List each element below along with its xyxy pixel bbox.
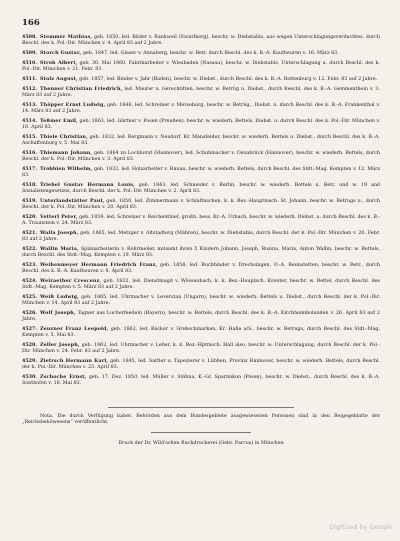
watermark: Digitized by Google [329, 524, 392, 531]
entry-name: Stemmer Mathias, [40, 34, 93, 40]
list-item [22, 310, 380, 323]
entry-number: 4514. [22, 117, 38, 124]
list-item [22, 230, 380, 243]
entry-name: Storch Gustav, [40, 50, 82, 56]
entry-text: geb. 1850, led. Zimmermann v. Schlaftnschen, k. k. Bez.-Hauptmsch. St. Johann, beschr. w. Betrugs u., durch Beschl. der k. Pol.-Dir. München v. 20. April 83. [22, 198, 381, 210]
entry-name: Zietrsch Hermann Karl, [40, 357, 109, 364]
footnote-divider [108, 407, 294, 408]
entry-name: Wallin Maria, [40, 245, 79, 252]
entry-name: Zeller Joseph, [40, 341, 80, 348]
entry-text: geb. 1843, led. Schneider v. Berlin, beschr. w. wiederh. Bettels u. Betr. und w. 19 and Sozialistengesetzes, durch Beschl. der k. Pol.-Dir. München v. 2. April 83. [22, 182, 380, 194]
entry-name: Stroh Albert, [40, 59, 78, 66]
list-item [22, 342, 380, 355]
list-item [22, 134, 380, 147]
entry-number: 4520. [22, 213, 38, 220]
entry-text: led. Maurer u. Gerechtitten, beschr. w. Betrüg u. Diebst., durch Beschl. des k. B.-A. Gemmenthein v. 3. März 83 auf 2 Jahre. [22, 86, 381, 98]
entry-text: Spinnarbeiterin v. Rohrmeiler, mitsamt ihren 5 Kindern Johann, Joseph, Rosina, Maria, Anton Wallin, beschr. w. Bettels, durch Beschl. des Stdt.-Mag. Kempten v. 19. März 83. [22, 246, 380, 258]
entry-name: Weiraether Crescenz, [40, 277, 102, 284]
entry-name: Zschoche Ernst, [40, 373, 87, 380]
printer-divider [151, 432, 251, 433]
entry-name: Thiele Christian, [40, 133, 88, 140]
list-item [22, 60, 380, 73]
entry-number: 4511. [22, 75, 38, 82]
entry-number: 4512. [22, 85, 38, 92]
footnote: Nota. Die durch Verfügung baher. Behörden aus dem Bundesgebiete ausgewiesenen Personen sind in den Beigegeblatte der „Reichsbehöwesens“ veröffentlicht. [22, 414, 380, 426]
list-item [22, 118, 380, 131]
entry-text: geb. 1832, led. Dienstmagd v. Wössenbach, k. k. Bez.-Hauptsch. Kreuter, beschr. w. Bettel, durch Beschl. des Stdt.-Mag. Kempten v. 5. März 83 auf 2 Jahre. [22, 278, 380, 290]
list-item [22, 198, 380, 211]
list-item [22, 358, 380, 371]
entry-text: geb. 17. Dez. 1850, led. Müller v. Stöhna, K.-Gr. Sparmikon (Posen), beschr. w. Diebst., durch Beschl. des k. B.-A. Sonthofen v. 18. Mai 83. [22, 374, 380, 386]
entry-name: Zenzner Franz Leopold, [40, 325, 109, 332]
entry-number: 4529. [22, 357, 38, 364]
page-number: 166 [22, 18, 40, 28]
entry-number: 4522. [22, 245, 38, 252]
entry-text: geb. 1857, led. Binder v. Jahr (Baden), beschr. w. Diebst., durch Beschl. des k. B.-A. Rottenburg v. 12. Febr. 83 auf 2 Jahre. [79, 76, 378, 82]
entry-number: 4519. [22, 197, 38, 204]
list-item [22, 182, 380, 195]
entry-number: 4513. [22, 101, 38, 108]
entry-text: geb. 1845, led. Sattler u. Tapezierer v. Lübben, Provinz Hannover, beschr. w. wiederh. Bettels, durch Beschl. der k. Pol.-Dir. München v. 23. April 83. [22, 358, 381, 370]
entry-name: Thöpper Ernst Ludwig, [40, 101, 106, 108]
list-item [22, 76, 380, 83]
entry-number: 4527. [22, 325, 38, 332]
entry-text: geb. 1858, led. Buchbinder v. Drechsingen, O.-A. Rennstetten, beschr. w. Betr., durch Beschl. des k. B.-A. Kaufbeuren v. 8. April 83. [22, 262, 380, 274]
list-item [22, 294, 380, 307]
entry-text: Tagner aus Lucherfeedein (Bayern), beschr. w. Bettels, durch Beschl. des k. B.-A. Kirchheimbolanden v. 26. April 83 auf 2 Jahre. [22, 310, 380, 322]
entry-number: 4525. [22, 293, 38, 300]
entry-text: geb. 1862, led. Uhrmacher v. Leher, k. k. Bez.-Hptmsch. Hall also, beschr. w. Unterschlagung, durch Beschl. der k. Pol.-Dir. München v. 24. Febr. 83 auf 2 Jahre. [22, 342, 380, 354]
entry-name: Weihenmeyer Hermann Friedrich Franz, [40, 261, 158, 268]
entry-name: Triebel Gustav Hermann Louis, [40, 181, 135, 188]
entry-number: 4530. [22, 373, 38, 380]
entry-name: Vetterl Peter, [40, 213, 78, 220]
entry-text: geb. 1864 zu Lochhorst (Hannover), led. Schuhmacher v. Osnabrück (Hannover), beschr. w. wiederh. Bettels, durch Beschl. der k. Pol.-Dir. München v. 3. April 83. [22, 150, 380, 162]
entry-text: geb. 1846, led. Schreiner v. Merseburg, beschr. w. Betrüg., Diebst. u. durch Beschl. des k. B.-A. Frankenthal v. 14. März 83 auf 2 Jahre. [22, 102, 380, 114]
entry-text: geb. 1865, led. Uhrmacher v. Leverstan (Ungarn), beschr. w. wiederh. Bettels u. Diebst., durch Beschl. der k. Pol.-Dir. München v. 14. April 83 auf 2 Jahre. [22, 294, 380, 306]
list-item [22, 34, 380, 47]
entry-text: geb. 1862, led. Bäcker v. Grebschmarken, Kr. Halle a/S., beschr. w. Betrugs, durch Beschl. des Stdt.-Mag. Kempten v. 5. Mai 83. [22, 326, 380, 338]
entry-text: geb. 1865, led. Metzger v. Altstadterg (Mähren), beschr. w. Diebstahls, durch Beschl. der k. Pol.-Dir. München v. 20. Febr. 83 auf 2 Jahre. [22, 230, 381, 242]
entry-text: geb. 30. Mai 1860, Fabrikarbeiter v. Wiesbaden (Nassau), beschr. w. Diebstahls, Unterschlagung u. durch Beschl. des k. Pol.-Dir. München v. 21. Febr. 83. [22, 60, 380, 72]
list-item [22, 102, 380, 115]
list-item [22, 150, 380, 163]
entry-number: 4515. [22, 133, 38, 140]
entry-text: geb. 1859, led. Schreiner v. Reichenthiet, großh. hess. Kr.-A. Urbach, beschr. w. wiederh. Diebst. u. durch Beschl. des k. B.-A. Traunstein v. 24. März 83. [22, 214, 380, 226]
entry-text: geb. 1832, led. Bergmann v. Neudorf, Kr. Mansfelder, beschr. w. wiederh. Bettels u. Diebst., durch Beschl. des k. B.-A. Aschaffenburg v. 5. Mai 83. [22, 134, 380, 146]
entry-text: geb. 1850, led. Bilder v. Rankweil (Vorarlberg), beschr. w. Diebstahls, aus wegen Unterschlagungsverdachtes, durch Beschl. des k. Pol.-Dir. München v. 4. April 83 auf 2 Jahre. [22, 35, 380, 47]
entry-number: 4508. [22, 34, 38, 40]
entry-name: Weiß Ludwig, [40, 293, 79, 300]
entry-text: geb. 1847, led. Glaser v. Annaberg, beschr. w. Betr. durch Beschl. des k. B.-A. Kaufbeuren v. 16. März 83. [82, 51, 339, 56]
entry-number: 4509. [22, 50, 38, 56]
entry-name: Wolf Joseph, [40, 309, 76, 316]
list-item [22, 246, 380, 259]
entry-number: 4517. [22, 165, 38, 172]
entry-name: Walla Joseph, [40, 229, 79, 236]
entry-name: Thiemann Johann, [40, 149, 93, 156]
list-item [22, 326, 380, 339]
list-item [22, 50, 380, 57]
entry-name: Thenner Christian Friedrich, [40, 85, 123, 92]
entry-name: Trobbien Wilhelm, [40, 165, 93, 172]
entry-number: 4516. [22, 149, 38, 156]
list-item [22, 374, 380, 387]
entry-text: geb. 1863, led. Gärtner v. Posen (Preußen), beschr. w. wiederh. Bettels, Diebst. u. durch Beschl. des k. Pol.-Dir. München v. 16. April 83. [22, 118, 381, 130]
list-item [22, 86, 380, 99]
entry-list [22, 34, 380, 387]
entry-number: 4518. [22, 181, 38, 188]
list-item [22, 166, 380, 179]
entry-name: Unterlandstätter Paul, [40, 197, 105, 204]
entry-number: 4528. [22, 341, 38, 348]
entry-number: 4521. [22, 229, 38, 236]
entry-number: 4524. [22, 277, 38, 284]
entry-number: 4526. [22, 309, 38, 316]
entry-number: 4510. [22, 59, 38, 66]
list-item [22, 214, 380, 227]
entry-number: 4523. [22, 261, 38, 268]
entry-name: Stolz August, [40, 75, 78, 82]
entry-text: geb. 1832, led. Holzarbeiter v. Hanau, beschr. w. wiederh. Bettels, durch Beschl. des Stdt.-Mag. Kempten v. 12. März 83. [22, 166, 380, 178]
entry-name: Teßmer Emil, [40, 117, 78, 124]
list-item [22, 278, 380, 291]
list-item [22, 262, 380, 275]
printer-imprint: Druck der Dr. Wild'schen Buchdruckerei (Gebr. Parcus) in München [118, 441, 284, 447]
